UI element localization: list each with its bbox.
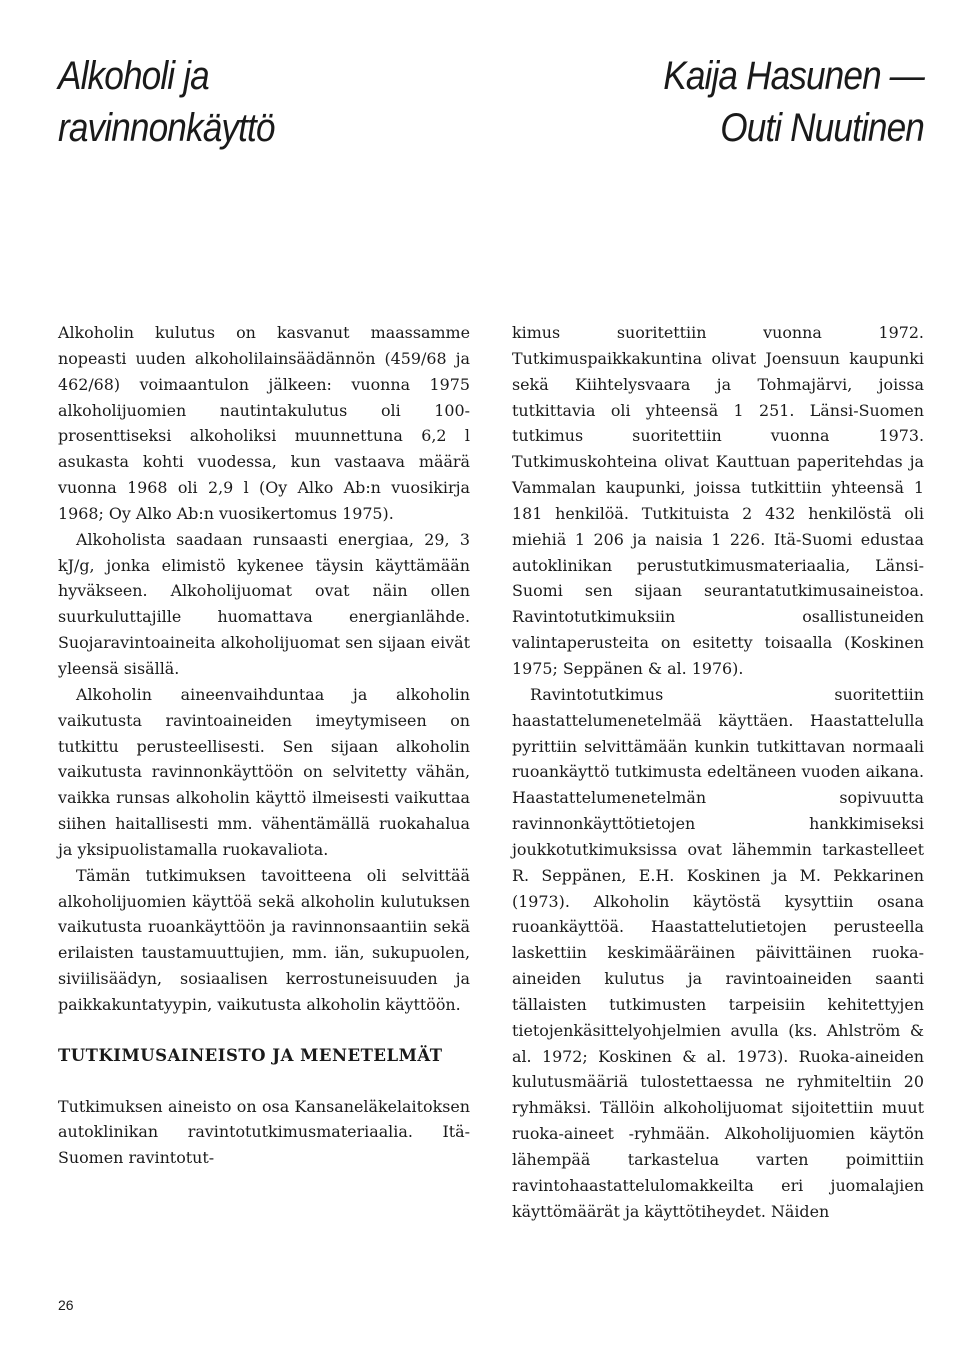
- left-text-column: [58, 320, 470, 1171]
- article-authors-line-2: Outi Nuutinen: [720, 106, 924, 150]
- section-heading: TUTKIMUSAINEISTO JA MENETELMÄT: [58, 1045, 443, 1065]
- article-authors: [544, 50, 924, 154]
- right-text-column: [512, 320, 924, 1225]
- article-title: [58, 50, 438, 154]
- body-paragraph: Tämän tutkimuksen tavoitteena oli selvittää alkoholijuomien käyttöä sekä alkoholin kulutuksen vaikutusta ruoankäyttöön ja ravinnonsaantiin sekä erilaisten taustamuuttujien, mm. iän, sukupuolen, siviilisäädyn, sosiaalisen kerrostuneisuuden ja paikkakuntatyypin, vaikutusta alkoholin käyttöön.: [58, 865, 470, 1014]
- body-paragraph: Alkoholista saadaan runsaasti energiaa, 29, 3 kJ/g, jonka elimistö kykenee täysin käyttämään hyväkseen. Alkoholijuomat ovat näin ollen suurkuluttajille huomattava energianlähde. Suojaravintoaineita alkoholijuomat sen sijaan eivät yleensä sisällä.: [58, 529, 470, 678]
- article-title-line-1: Alkoholi ja: [58, 54, 209, 98]
- body-paragraph: Ravintotutkimus suoritettiin haastattelumenetelmää käyttäen. Haastattelulla pyrittiin selvittämään kunkin tutkittavan normaali ruoankäyttö tutkimusta edeltäneen vuoden aikana. Haastattelumenetelmän sopivuutta ravinnonkäyttötietojen hankkimiseksi joukkotutkimuksissa ovat lähemmin tarkastelleet R. Seppänen, E.H. Koskinen ja M. Pekkarinen (1973). Alkoholin käytöstä kysyttiin osana ruoankäyttöä. Haastattelutietojen perusteella laskettiin keskimääräinen päivittäinen ruoka-aineiden kulutus ja ravintoaineiden saanti tällaisten tutkimusten tarpeisiin kehitettyjen tietojenkäsittelyohjelmien avulla (ks. Ahlström & al. 1972; Koskinen & al. 1973). Ruoka-aineiden kulutusmääriä tulostettaessa ne ryhmiteltiin 20 ryhmäksi. Tällöin alkoholijuomat sijoitettiin muut ruoka-aineet -ryhmään. Alkoholijuomien käytön lähempää tarkastelua varten poimittiin ravintohaastattelulomakkeilta eri juomalajien käyttömäärät ja käyttötiheydet. Näiden: [512, 684, 924, 1221]
- article-authors-line-1: Kaija Hasunen —: [663, 54, 924, 98]
- body-paragraph: kimus suoritettiin vuonna 1972. Tutkimuspaikkakuntina olivat Joensuun kaupunki sekä Kiihtelysvaara ja Tohmajärvi, joissa tutkittavia oli yhteensä 1 251. Länsi-Suomen tutkimus suoritettiin vuonna 1973. Tutkimuskohteina olivat Kauttuan paperitehdas ja Vammalan kaupunki, joissa tutkittiin yhteensä 1 181 henkilöä. Tutkituista 2 432 henkilöstä oli miehiä 1 206 ja naisia 1 226. Itä-Suomi edustaa autoklinikan perustutkimusmateriaalia, Länsi-Suomi sen sijaan seurantatutkimusaineistoa. Ravintotutkimuksiin osallistuneiden valintaperusteita on esitetty toisaalla (Koskinen 1975; Seppänen & al. 1976).: [512, 323, 924, 678]
- body-paragraph: Alkoholin aineenvaihduntaa ja alkoholin vaikutusta ravintoaineiden imeytymiseen on tutkittu perusteellisesti. Sen sijaan alkoholin vaikutusta ravinnonkäyttöön on selvitetty vähän, vaikka runsas alkoholin käyttö ilmeisesti vaikuttaa siihen haitallisesti mm. vähentämällä ruokahalua ja yksipuolistamalla ruokavaliota.: [58, 684, 470, 859]
- body-paragraph: Alkoholin kulutus on kasvanut maassamme nopeasti uuden alkoholilainsäädännön (459/68 ja 462/68) voimaantulon jälkeen: vuonna 1975 alkoholijuomien nautintakulutus oli 100-prosenttiseksi alkoholiksi muunnettuna 6,2 l asukasta kohti vuodessa, kun vastaava määrä vuonna 1968 oli 2,9 l (Oy Alko Ab:n vuosikirja 1968; Oy Alko Ab:n vuosikertomus 1975).: [58, 323, 470, 523]
- body-paragraph: Tutkimuksen aineisto on osa Kansaneläkelaitoksen autoklinikan ravintotutkimusmateriaalia. Itä-Suomen ravintotut-: [58, 1096, 470, 1168]
- page-number: 26: [58, 1297, 74, 1313]
- article-title-line-2: ravinnonkäyttö: [58, 106, 275, 150]
